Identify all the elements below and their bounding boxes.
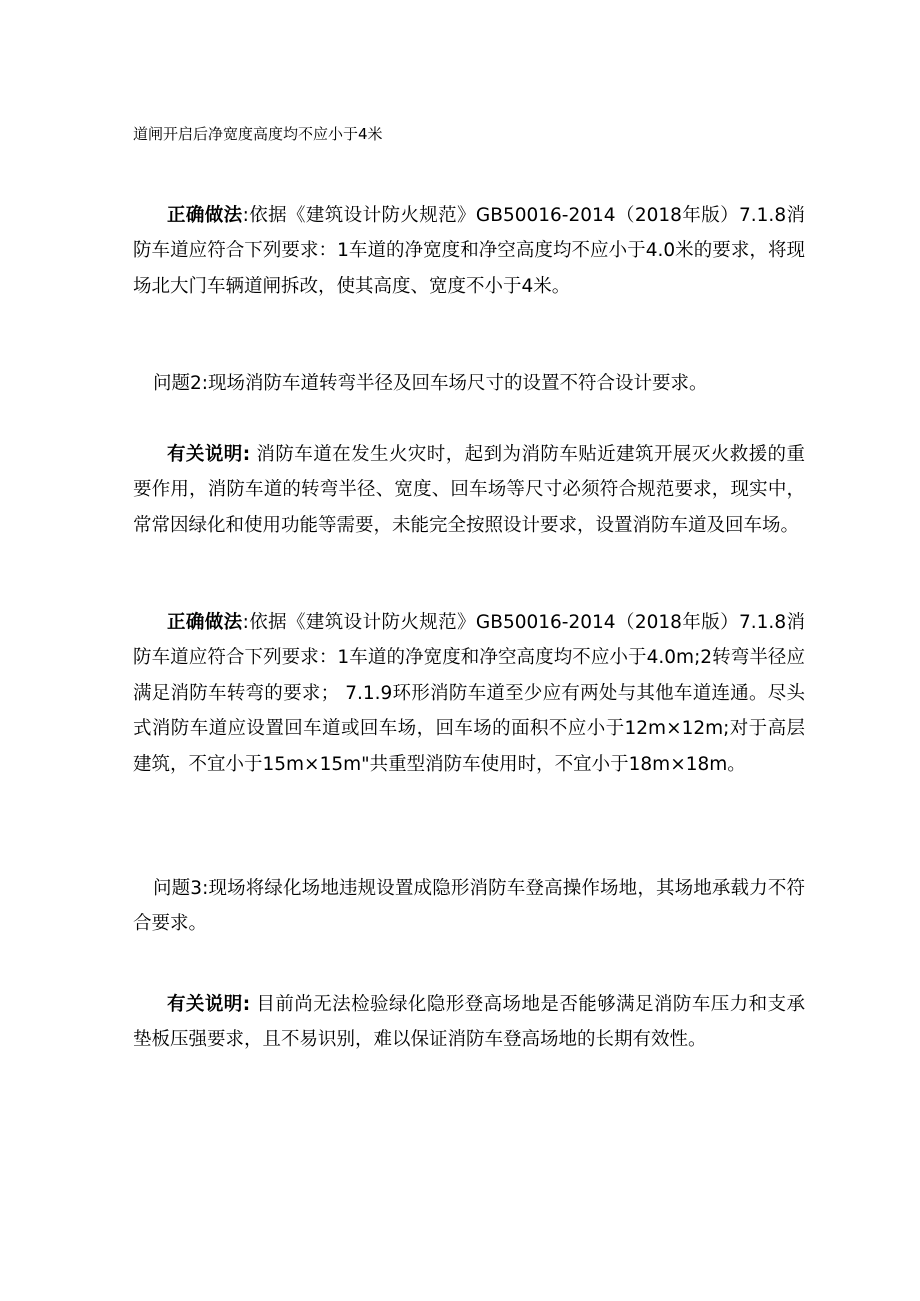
paragraph-text: :依据《建筑设计防火规范》GB50016-2014（2018年版）7.1.8消防车道应符合下列要求：1车道的净宽度和净空高度均不应小于4.0m;2转弯半径应满足消防车转弯的要求； 7.1.9环形消防车道至少应有两处与其他车道连通。尽头式消防车道应设置回车道或回车场，回车场的面积不应小于12m×12m;对于高层建筑，不宜小于15m×15m"共重型消防车使用时，不宜小于18m×18m。	[133, 611, 805, 775]
paragraph-text: 目前尚无法检验绿化隐形登高场地是否能够满足消防车压力和支承垫板压强要求，且不易识别，难以保证消防车登高场地的长期有效性。	[133, 993, 805, 1050]
issue-2-paragraph	[133, 366, 805, 402]
paragraph-text: :依据《建筑设计防火规范》GB50016-2014（2018年版）7.1.8消防车道应符合下列要求：1车道的净宽度和净空高度均不应小于4.0米的要求，将现场北大门车辆道闸拆改，使其高度、宽度不小于4米。	[133, 204, 805, 297]
paragraph-text: 问题3:现场将绿化场地违规设置成隐形消防车登高操作场地，其场地承载力不符合要求。	[133, 877, 805, 934]
paragraph-text: 消防车道在发生火灾时，起到为消防车贴近建筑开展灭火救援的重要作用，消防车道的转弯半径、宽度、回车场等尺寸必须符合规范要求，现实中，常常因绿化和使用功能等需要，未能完全按照设计要求，设置消防车道及回车场。	[133, 443, 805, 536]
correct-practice-paragraph-2	[133, 605, 805, 783]
caption-line: 道闸开启后净宽度高度均不应小于4米	[133, 125, 383, 143]
explanation-paragraph-1	[133, 437, 805, 544]
explanation-paragraph-2	[133, 987, 805, 1058]
paragraph-lead: 有关说明:	[167, 993, 251, 1015]
issue-3-paragraph	[133, 871, 805, 942]
paragraph-lead: 正确做法	[167, 611, 243, 633]
paragraph-lead: 有关说明:	[167, 443, 251, 465]
paragraph-text: 问题2:现场消防车道转弯半径及回车场尺寸的设置不符合设计要求。	[153, 372, 708, 394]
correct-practice-paragraph-1	[133, 198, 805, 305]
paragraph-lead: 正确做法	[167, 204, 243, 226]
